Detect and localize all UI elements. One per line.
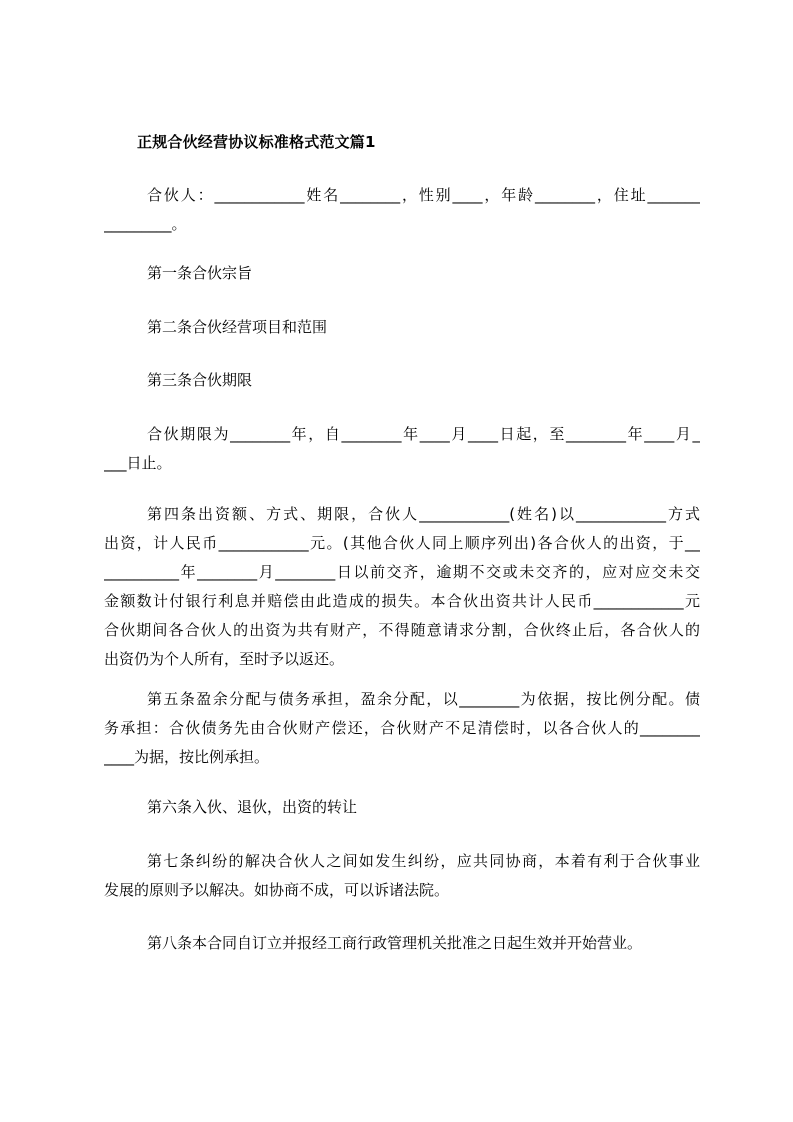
article-3: 第三条合伙期限 (147, 371, 253, 389)
document-title: 正规合伙经营协议标准格式范文篇1 (137, 133, 376, 151)
article-8: 第八条本合同自订立并报经工商行政管理机关批准之日起生效并开始营业。 (147, 934, 643, 952)
partner-line-1: 合伙人：____________姓名________，性别____，年龄________，住址_______ (147, 186, 700, 204)
article-7-paragraph (104, 847, 700, 905)
article-4-line-1: 第四条出资额、方式、期限，合伙人____________(姓名)以____________方式 (147, 505, 700, 523)
term-paragraph (104, 420, 700, 478)
article-7-line-2: 发展的原则予以解决。如协商不成，可以诉诸法院。 (104, 881, 450, 899)
article-2: 第二条合伙经营项目和范围 (147, 318, 328, 336)
partner-line-2: _________。 (104, 215, 187, 233)
article-4-line-6: 出资仍为个人所有，至时予以返还。 (104, 650, 345, 668)
article-4-line-2: 出资，计人民币____________元。(其他合伙人同上顺序列出)各合伙人的出资，于__ (104, 534, 700, 552)
article-4-paragraph (104, 500, 700, 674)
term-line-2: ___日止。 (104, 454, 172, 472)
article-1: 第一条合伙宗旨 (147, 264, 253, 282)
article-4-line-3: __________年________月________日以前交齐，逾期不交或未交齐的，应对应交未交 (104, 563, 700, 581)
term-line-1: 合伙期限为________年，自________年____月____日起，至________年____月_ (147, 425, 700, 443)
partner-paragraph (104, 181, 700, 239)
article-7-line-1: 第七条纠纷的解决合伙人之间如发生纠纷，应共同协商，本着有利于合伙事业 (147, 852, 700, 870)
article-5-line-2: 务承担：合伙债务先由合伙财产偿还，合伙财产不足清偿时，以各合伙人的________ (104, 719, 700, 737)
article-5-paragraph (104, 685, 700, 772)
article-5-line-3: ____为据，按比例承担。 (104, 748, 270, 766)
article-5-line-1: 第五条盈余分配与债务承担，盈余分配，以________为依据，按比例分配。债 (147, 690, 700, 708)
article-6: 第六条入伙、退伙，出资的转让 (147, 798, 358, 816)
article-4-line-5: 合伙期间各合伙人的出资为共有财产，不得随意请求分割，合伙终止后，各合伙人的 (104, 621, 700, 639)
article-4-line-4: 金额数计付银行利息并赔偿由此造成的损失。本合伙出资共计人民币____________元 (104, 592, 700, 610)
